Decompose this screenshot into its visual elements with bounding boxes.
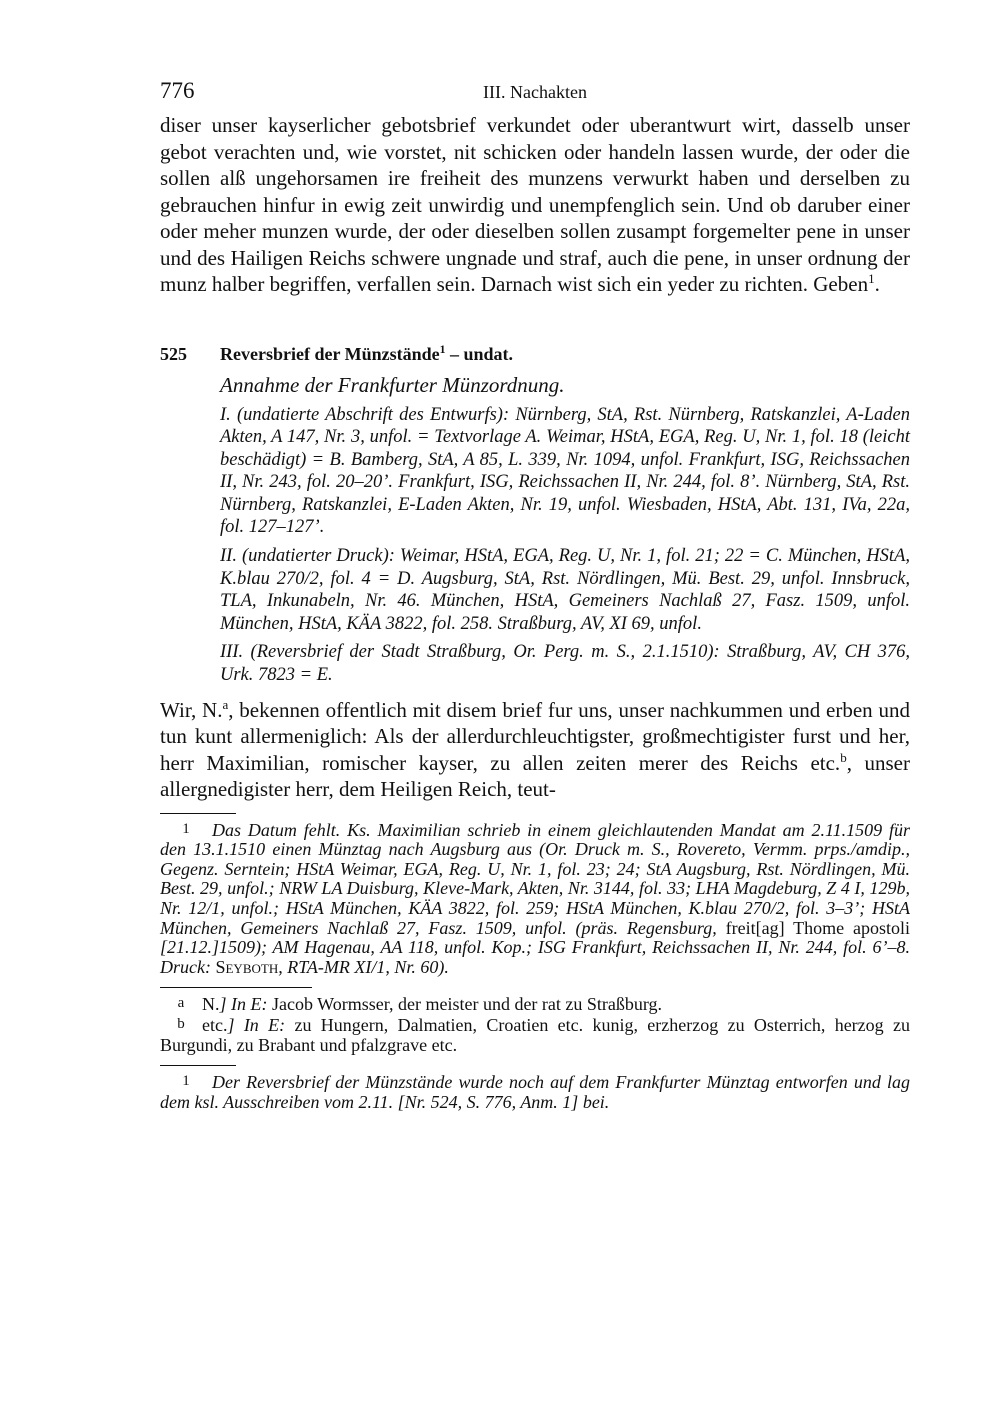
footnote-rule-letters xyxy=(160,987,312,988)
footnote-lemma: N. xyxy=(202,994,220,1015)
footnote-ref-b: b xyxy=(840,749,847,765)
footnote-mark-a: a xyxy=(177,995,185,1012)
footnote-ref-a: a xyxy=(222,696,229,712)
letter-text-part1: Wir, N. xyxy=(160,697,223,722)
footnote-rule-bottom xyxy=(160,1065,236,1066)
page xyxy=(160,78,910,1112)
footnote-mark: 1 xyxy=(182,1073,190,1090)
source-tradition-3: III. (Reversbrief der Stadt Straßburg, Or. Perg. m. S., 2.1.1510): Straßburg, AV, CH 376, Urk. 7823 = E. xyxy=(220,642,910,686)
running-title: III. Nachakten xyxy=(483,82,587,102)
footnote-text: Das Datum fehlt. Ks. Maximilian schrieb in einem gleichlautenden Mandat am 2.11.1509 für den 13.1.1510 einen Münztag nach Augsburg aus (Or. Druck m. S., Rovereto, Vermm. prps./amdip., Gegenz. Serntein; HStA Weimar, EGA, Reg. U, Nr. 1, fol. 23; 24; StA Augsburg, Rst. Nördlingen, Mü. Best. 29, unfol.; NRW LA Duisburg, Kleve-Mark, Akten, Nr. 3144, fol. 33; LHA Magdeburg, Z 4 I, 129b, Nr. 12/1, unfol.; HStA München, KÄA 3822, fol. 259; HStA München, K.blau 270/2, fol. 3–3’; HStA München, Gemeiners Nachlaß 27, Fasz. 1509, unfol. (präs. Regensburg, xyxy=(160,819,910,938)
source-tradition-2: II. (undatierter Druck): Weimar, HStA, EGA, Reg. U, Nr. 1, fol. 21; 22 = C. München, HStA, K.blau 270/2, fol. 4 = D. Augsburg, StA, Rst. Nördlingen, Mü. Best. 29, unfol. Innsbruck, TLA, Inkunabeln, Nr. 46. München, HStA, Gemeiners Nachlaß 27, Fasz. 1509, unfol. München, HStA, KÄA 3822, fol. 258. Straßburg, AV, XI 69, unfol. xyxy=(220,546,910,634)
entry-title-text: Reversbrief der Münzstände xyxy=(220,343,440,364)
letter-text xyxy=(160,697,910,803)
footnote-author: Seyboth xyxy=(215,956,279,977)
continuation-text xyxy=(160,112,910,298)
entry-summary: Annahme der Frankfurter Münzordnung. xyxy=(220,372,565,397)
page-header xyxy=(160,78,910,112)
footnote-b xyxy=(160,1015,910,1055)
footnote-text: zu Hungern, Dalmatien, Croatien etc. kunig, erzherzog zu Osterrich, herzog zu Burgundi, zu Brabant und pfalzgrave etc. xyxy=(160,1014,910,1055)
footnote-rule xyxy=(160,813,236,814)
entry-title-suffix: – undat. xyxy=(445,343,514,364)
footnote-text: Jacob Wormsser, der meister und der rat zu Straßburg. xyxy=(267,994,663,1015)
footnote-bracket: ] In E: xyxy=(227,1014,286,1035)
footnote-lemma: etc. xyxy=(202,1014,228,1035)
footnote-ref-1: 1 xyxy=(868,271,875,286)
entry-title xyxy=(220,342,513,366)
footnote-text-cont: [21.12.]1509); AM Hagenau, AA 118, unfol. Kop.; ISG Frankfurt, Reichssachen II, Nr. 244, fol. 6’–8. Druck: xyxy=(160,937,910,977)
continuation-text-end: . xyxy=(874,272,880,296)
letter-text-part2: , bekennen offentlich mit disem brief fur uns, unser nachkummen und erben und tun kunt allermeniglich: Als der allerdurchleuchtigster, großmechtigister furst und her, herr Maximilian, romischer kayser, zu allen zeiten merer des Reichs etc. xyxy=(160,697,910,775)
letter-text-part3: , unser allergnedigister herr, dem Heiligen Reich, teut- xyxy=(160,750,910,802)
page-number: 776 xyxy=(160,78,195,103)
footnote-1-bottom xyxy=(160,1072,910,1112)
continuation-text-main: diser unser kayserlicher gebotsbrief verkundet oder uberantwurt wirt, dasselb unser gebot verachten und, wie vorstet, nit schicken oder handeln lassen wurde, der oder die sollen alß ungehorsamen ire freiheit des munzens verwurkt haben und derselben zu gebrauchen hinfur in ewig zeit unwirdig und unempfenglich sein. Und ob daruber einer oder meher munzen wurde, der oder dieselben sollen zusampt forgemelter pene in unser und des Hailigen Reichs schwere ungnade und straf, auch die pene, in unser ordnung der munz halber begriffen, verfallen sein. Darnach wist sich ein yeder zu richten. Geben xyxy=(160,113,910,296)
entry-number: 525 xyxy=(160,343,187,364)
footnote-bracket: ] In E: xyxy=(219,994,268,1015)
entry-title-footnote-ref: 1 xyxy=(439,342,446,356)
footnote-text: Der Reversbrief der Münzstände wurde noch auf dem Frankfurter Münztag entworfen und lag dem ksl. Ausschreiben vom 2.11. [Nr. 524, S. 776, Anm. 1] bei. xyxy=(160,1072,910,1112)
footnote-mark-b: b xyxy=(177,1015,185,1032)
document-entry xyxy=(160,342,910,803)
footnote-mark: 1 xyxy=(182,820,190,837)
footnote-1-top xyxy=(160,820,910,978)
footnote-a xyxy=(160,994,910,1015)
entry-heading xyxy=(160,342,910,366)
footnote-quote: freit[ag] Thome apostoli xyxy=(716,917,910,938)
source-tradition-1: I. (undatierte Abschrift des Entwurfs): Nürnberg, StA, Rst. Nürnberg, Ratskanzlei, A-Laden Akten, A 147, Nr. 3, unfol. = Textvorlage A. Weimar, HStA, EGA, Reg. U, Nr. 1, fol. 18 (leicht beschädigt) = B. Bamberg, StA, A 85, L. 339, Nr. 1094, unfol. Frankfurt, ISG, Reichssachen II, Nr. 243, fol. 20–20’. Frankfurt, ISG, Reichssachen II, Nr. 244, fol. 8’. Nürnberg, StA, Rst. Nürnberg, Ratskanzlei, E-Laden Akten, Nr. 19, unfol. Wiesbaden, HStA, Abt. 131, IVa, 22a, fol. 127–127’. xyxy=(220,404,910,538)
footnote-text-end: , RTA-MR XI/1, Nr. 60). xyxy=(278,956,449,977)
